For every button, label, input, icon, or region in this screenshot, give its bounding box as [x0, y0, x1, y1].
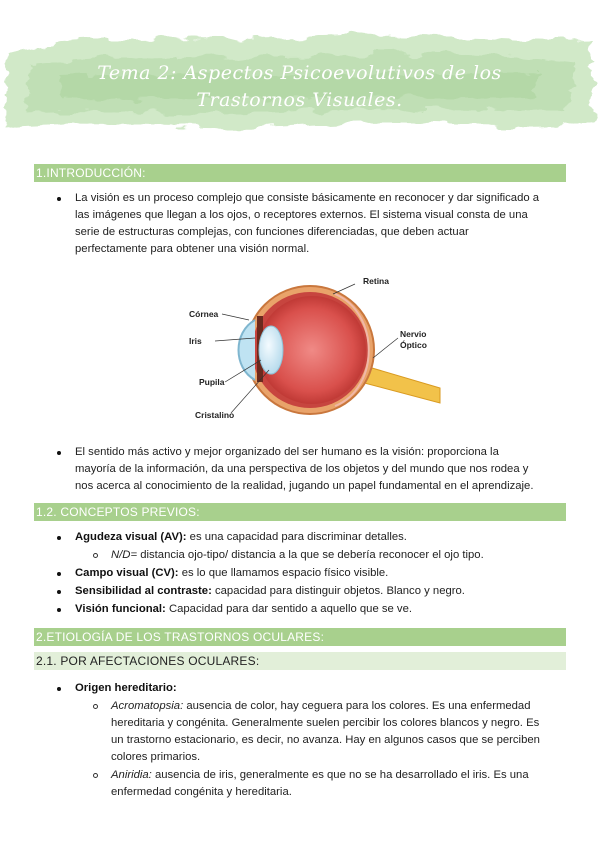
label-optico: Óptico	[400, 340, 427, 350]
section-heading-introduccion: 1.INTRODUCCIÓN:	[34, 164, 566, 182]
intro-paragraph-2-line-3: nos acerca al conocimiento de la realidad, jugando un papel fundamental en el aprendizaje.	[75, 480, 534, 492]
term-campo-visual: Campo visual (CV):	[75, 567, 179, 579]
intro-paragraph-2-line-1: El sentido más activo y mejor organizado del ser humano es la visión: proporciona la	[75, 446, 499, 458]
definition-nd: distancia ojo-tipo/ distancia a la que se debería reconocer el ojo tipo.	[137, 549, 484, 561]
title-line-1: Tema 2: Aspectos Psicoevolutivos de los	[97, 62, 502, 84]
bullet-icon	[57, 536, 61, 540]
aniridia-line-1	[111, 767, 529, 784]
acromatopsia-text: ausencia de color, hay ceguera para los colores. Es una enfermedad	[183, 700, 531, 712]
bullet-icon	[57, 590, 61, 594]
concept-nd	[111, 547, 484, 564]
eye-anatomy-figure	[185, 268, 445, 430]
bullet-icon	[57, 197, 61, 201]
sub-bullet-icon	[93, 553, 98, 558]
aniridia-line-2: enfermedad congénita y hereditaria.	[111, 786, 292, 798]
term-vision-funcional: Visión funcional:	[75, 603, 166, 615]
concept-campo-visual	[75, 565, 388, 582]
section-heading-etiologia: 2.ETIOLOGÍA DE LOS TRASTORNOS OCULARES:	[34, 628, 566, 646]
intro-paragraph-1-line-4: perfectamente para obtener una visión normal.	[75, 243, 310, 255]
aniridia-text: ausencia de iris, generalmente es que no se ha desarrollado el iris. Es una	[151, 769, 529, 781]
label-nervio: Nervio	[400, 329, 427, 339]
bullet-icon	[57, 572, 61, 576]
term-acromatopsia: Acromatopsia:	[111, 700, 184, 712]
label-cristalino: Cristalino	[195, 410, 235, 420]
sub-bullet-icon	[93, 704, 98, 709]
intro-paragraph-2-line-2: mayoría de la información, da una perspectiva de los objetos y del mundo que nos rodea y	[75, 463, 529, 475]
definition-agudeza-visual: es una capacidad para discriminar detalles.	[186, 531, 407, 543]
acromatopsia-line-2: hereditaria y congénita. Generalmente suelen percibir los colores blancos y negro. Es	[111, 717, 540, 729]
acromatopsia-line-3: un trastorno estacionario, es decir, no avanza. Hay en algunos casos que se perciben	[111, 734, 540, 746]
page-title	[0, 60, 599, 114]
definition-sensibilidad-contraste: capacidad para distinguir objetos. Blanco y negro.	[211, 585, 465, 597]
acromatopsia-line-4: colores primarios.	[111, 751, 201, 763]
subsection-heading-afectaciones-oculares: 2.1. POR AFECTACIONES OCULARES:	[34, 652, 566, 670]
concept-sensibilidad-contraste	[75, 583, 465, 600]
intro-paragraph-1-line-1: La visión es un proceso complejo que consiste básicamente en reconocer y dar significado a	[75, 192, 540, 204]
intro-paragraph-1-line-2: las imágenes que llegan a los ojos, o receptores externos. El sistema visual consta de una	[75, 209, 528, 221]
definition-campo-visual: es lo que llamamos espacio físico visible.	[178, 567, 389, 579]
label-iris: Iris	[189, 336, 202, 346]
concept-agudeza-visual	[75, 529, 407, 546]
term-agudeza-visual: Agudeza visual (AV):	[75, 531, 187, 543]
concept-vision-funcional	[75, 601, 412, 618]
term-origen-hereditario: Origen hereditario:	[75, 682, 177, 694]
intro-paragraph-1-line-3: serie de estructuras complejas, con funciones diferenciadas, que deben actuar	[75, 226, 469, 238]
origin-hereditario	[75, 680, 177, 697]
bullet-icon	[57, 687, 61, 691]
term-nd: N/D=	[111, 549, 138, 561]
bullet-icon	[57, 608, 61, 612]
title-line-2: Trastornos Visuales.	[196, 89, 403, 111]
label-retina: Retina	[363, 276, 389, 286]
term-sensibilidad-contraste: Sensibilidad al contraste:	[75, 585, 212, 597]
section-heading-conceptos-previos: 1.2. CONCEPTOS PREVIOS:	[34, 503, 566, 521]
bullet-icon	[57, 451, 61, 455]
label-pupila: Pupila	[199, 377, 225, 387]
label-cornea: Córnea	[189, 309, 219, 319]
acromatopsia-line-1	[111, 698, 531, 715]
term-aniridia: Aniridia:	[111, 769, 152, 781]
sub-bullet-icon	[93, 773, 98, 778]
definition-vision-funcional: Capacidad para dar sentido a aquello que se ve.	[165, 603, 413, 615]
